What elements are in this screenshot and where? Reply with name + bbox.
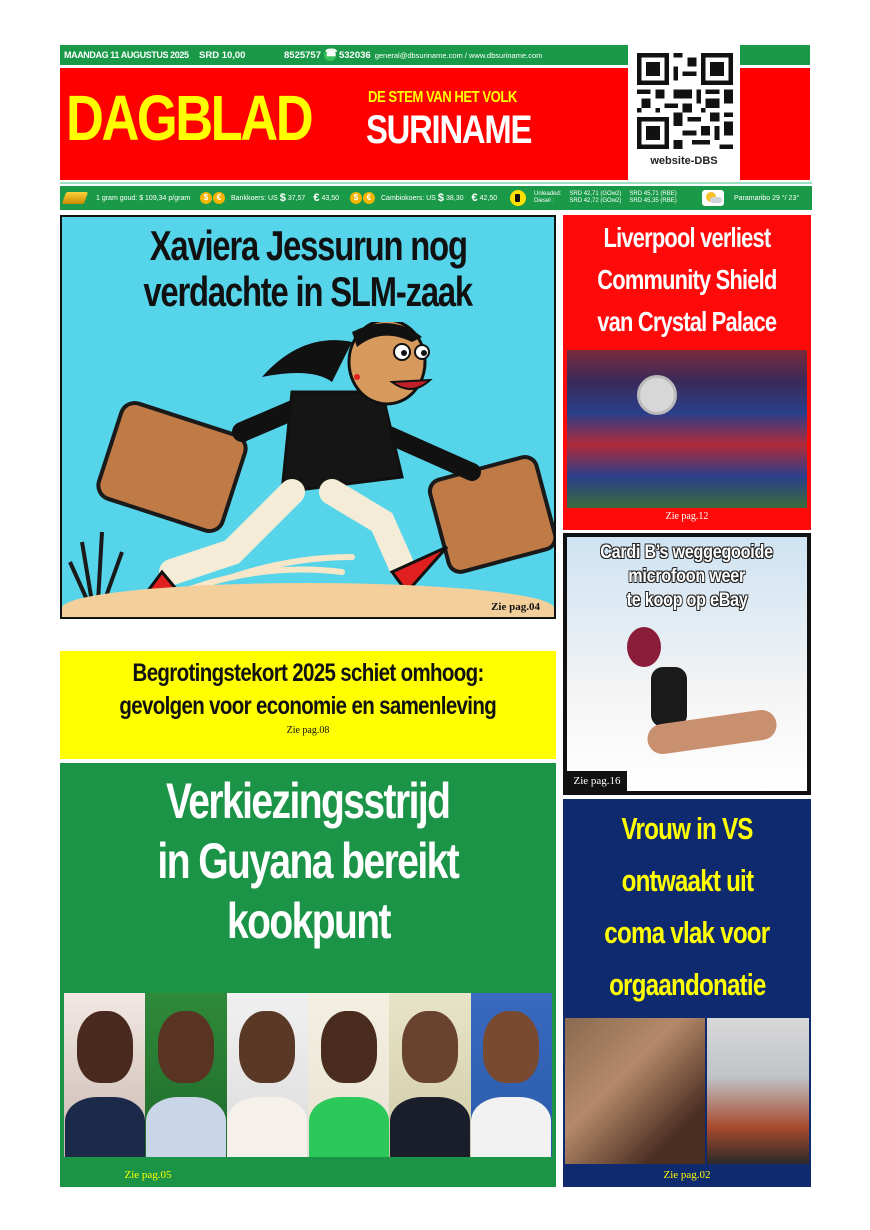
fuel-prices (510, 186, 685, 210)
phone-number-2: 532036 (338, 49, 371, 61)
liverpool-headline-line-1: Liverpool verliest (603, 222, 771, 253)
divider (60, 182, 812, 184)
masthead (60, 68, 628, 180)
coma-photos (565, 1018, 809, 1164)
bank-usd-value: 37,57 (287, 194, 306, 202)
euro-coin-icon: € (213, 192, 225, 204)
cardi-headline (567, 541, 807, 613)
candidate-photo (389, 993, 470, 1157)
budget-story[interactable] (60, 651, 556, 759)
budget-headline-line-2: gevolgen voor economie en samenleving (119, 692, 497, 720)
team-celebration-photo (567, 350, 807, 508)
guyana-headline-line-3: kookpunt (226, 893, 390, 949)
unleaded-rbe-price: SRD 45,71 (RBE) (629, 191, 677, 197)
diesel-rbe-price: SRD 45,35 (RBE) (629, 198, 677, 204)
lead-headline-line-1: Xaviera Jessurun nog (149, 222, 467, 269)
diesel-gow2-price: SRD 42,72 (GOw2) (569, 198, 622, 204)
usd-symbol: $ (437, 192, 444, 204)
cartoon-illustration (62, 322, 554, 617)
fuel-label-diesel: Diesel : (534, 198, 555, 204)
weather (702, 186, 799, 210)
liverpool-headline-line-3: van Crystal Palace (597, 306, 777, 337)
bank-rate-label: Bankkoers: US (231, 194, 278, 202)
trophy-shield (637, 375, 677, 415)
phone-icon (324, 49, 336, 61)
eur-symbol: € (471, 192, 478, 204)
cardi-photo (567, 537, 807, 791)
coma-story[interactable] (563, 799, 811, 1187)
phone-number-1: 8525757 (284, 49, 321, 61)
usd-symbol: $ (279, 192, 286, 204)
liverpool-page-ref[interactable]: Zie pag.12 (665, 511, 709, 522)
candidate-photo (471, 993, 552, 1157)
fuel-label-unleaded: Unleaded: (534, 191, 562, 197)
coma-headline-line-2: ontwaakt uit (621, 863, 753, 898)
guyana-headline-line-2: in Guyana bereikt (157, 833, 459, 889)
coma-headline-line-1: Vrouw in VS (621, 811, 753, 846)
candidate-photo (145, 993, 226, 1157)
coma-headline (563, 799, 811, 1011)
issue-price: SRD 10,00 (199, 49, 246, 61)
cambio-usd-value: 38,30 (445, 194, 464, 202)
coma-headline-line-4: orgaandonatie (608, 967, 766, 1002)
fuel-pump-icon (510, 190, 526, 206)
gold-rate-text: 1 gram goud: $ 109,34 p/gram (96, 194, 191, 202)
issue-date: MAANDAG 11 AUGUSTUS 2025 (64, 50, 189, 60)
eur-symbol: € (313, 192, 320, 204)
guyana-page-ref[interactable]: Zie pag.05 (64, 1166, 232, 1184)
liverpool-story[interactable] (563, 215, 811, 530)
bank-eur-value: 43,50 (321, 194, 339, 202)
woman-portrait-photo (565, 1018, 705, 1164)
cardi-headline-line-2: microfoon weer (628, 566, 746, 587)
budget-page-ref[interactable]: Zie pag.08 (286, 725, 330, 736)
masthead-right-block (740, 68, 810, 180)
newspaper-subtitle: SURINAME (366, 108, 532, 152)
weather-text: Paramaribo 29 °/ 23° (734, 194, 800, 202)
euro-coin-icon: € (363, 192, 375, 204)
budget-headline-line-1: Begrotingstekort 2025 schiet omhoog: (132, 659, 484, 687)
gold-rate (64, 186, 190, 210)
guyana-headline (60, 771, 556, 951)
newspaper-tagline: DE STEM VAN HET VOLK (368, 89, 517, 106)
liverpool-headline-line-2: Community Shield (597, 264, 777, 295)
lead-page-ref[interactable]: Zie pag.04 (491, 601, 540, 613)
top-info-bar (60, 45, 628, 65)
cambio-eur-value: 42,50 (479, 194, 498, 202)
bank-rate (200, 186, 339, 210)
guyana-headline-line-1: Verkiezingsstrijd (166, 773, 450, 829)
coma-headline-line-3: coma vlak voor (604, 915, 770, 950)
gold-bar-icon (62, 192, 88, 204)
lead-story[interactable] (60, 215, 556, 619)
cambio-rate (350, 186, 497, 210)
newspaper-title: DAGBLAD (66, 82, 312, 154)
candidates-photo-strip (64, 993, 552, 1157)
rates-bar (60, 186, 812, 210)
lead-headline (62, 223, 554, 315)
cardi-page-ref[interactable]: Zie pag.16 (567, 771, 627, 791)
cardi-story[interactable] (563, 533, 811, 795)
candidate-photo (308, 993, 389, 1157)
woman-full-photo (707, 1018, 809, 1164)
weather-partly-cloudy-icon (702, 190, 724, 206)
coma-page-ref[interactable]: Zie pag.02 (663, 1169, 711, 1181)
qr-code-box[interactable] (630, 45, 738, 182)
top-bar-right-block (740, 45, 810, 65)
cambio-rate-label: Cambiokoers: US (381, 194, 436, 202)
unleaded-gow2-price: SRD 42,71 (GOw2) (569, 191, 622, 197)
liverpool-headline (563, 215, 811, 343)
contact-info[interactable]: general@dbsuriname.com / www.dbsuriname.com (374, 50, 543, 60)
guyana-story[interactable] (60, 763, 556, 1187)
qr-label: website-DBS (650, 155, 718, 167)
cardi-headline-line-3: te koop op eBay (626, 590, 748, 611)
dollar-coin-icon: $ (200, 192, 212, 204)
candidate-photo (227, 993, 308, 1157)
candidate-photo (64, 993, 145, 1157)
cardi-headline-line-1: Cardi B’s weggegooide (600, 542, 774, 563)
qr-code-icon (637, 53, 733, 149)
budget-headline (60, 651, 556, 723)
dollar-coin-icon: $ (350, 192, 362, 204)
lead-headline-line-2: verdachte in SLM-zaak (143, 268, 473, 315)
